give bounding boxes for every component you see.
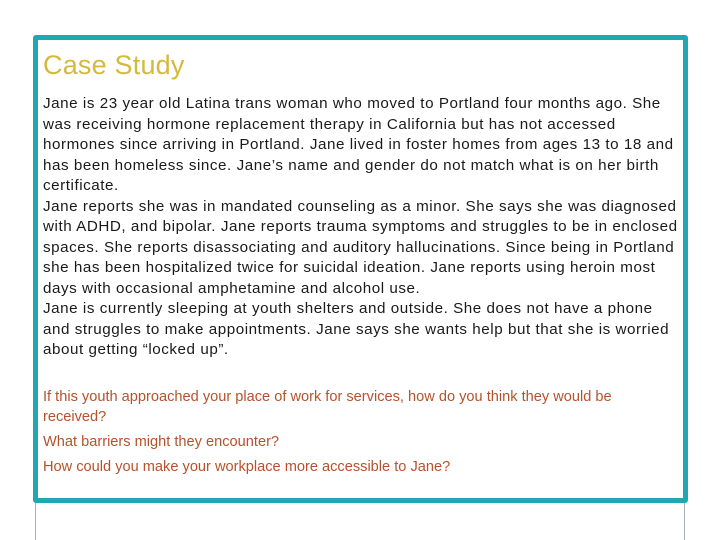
question-barriers: What barriers might they encounter? [43,434,280,450]
question-accessibility: How could you make your workplace more accessible to Jane? [43,459,451,475]
case-paragraph-background: Jane is 23 year old Latina trans woman who moved to Portland four months ago. She was receiving hormone replacement therapy in California but has not accessed hormones since arriving in Portland. Jane lived in foster homes from ages 13 to 18 and has been homeless since. Jane’s name and gender do not match what is on her birth certificate. [43,95,674,194]
case-paragraph-health: Jane reports she was in mandated counseling as a minor. She says she was diagnosed with ADHD, and bipolar. Jane reports trauma symptoms and struggles to be in enclosed spaces. She reports disassociating and auditory hallucinations. Since being in Portland she has been hospitalized twice for suicidal ideation. Jane reports using heroin most days with occasional amphetamine and alcohol use. [43,197,678,297]
discussion-questions [43,387,673,482]
question-reception: If this youth approached your place of work for services, how do you think they would be received? [43,389,612,425]
slide-title: Case Study [43,50,185,80]
page-frame-lines [35,500,685,540]
case-description [43,94,683,361]
case-paragraph-housing: Jane is currently sleeping at youth shelters and outside. She does not have a phone and struggles to make appointments. Jane says she wants help but that she is worried about getting “locked up”. [43,300,670,358]
case-study-box [33,35,688,503]
